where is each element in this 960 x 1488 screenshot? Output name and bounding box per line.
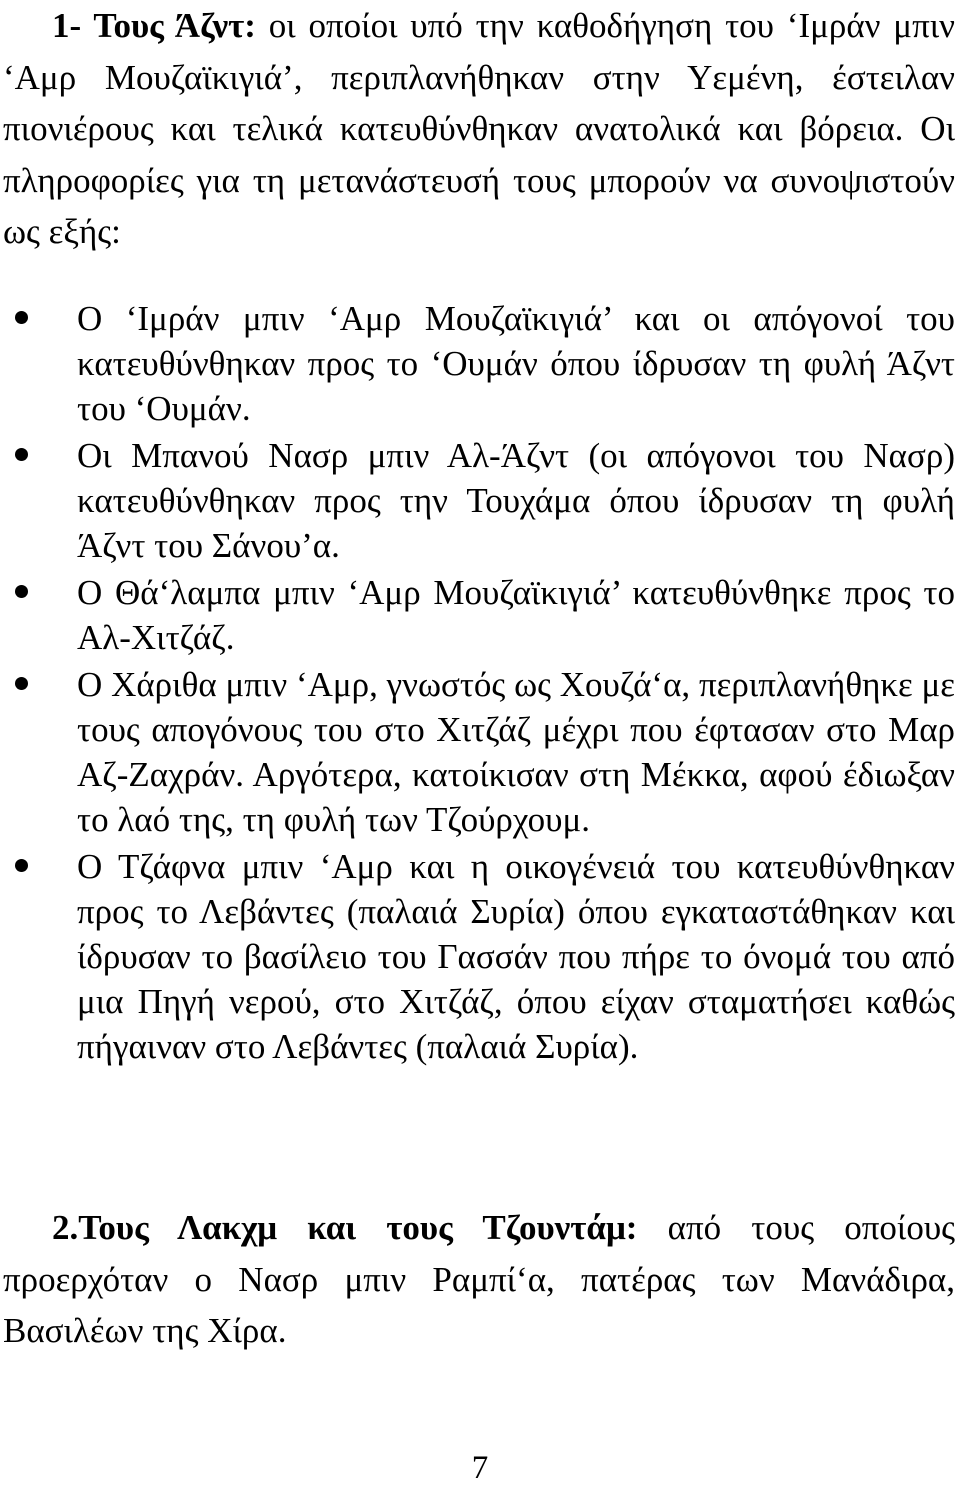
- list-item: [3, 662, 955, 842]
- section-1-text: οι οποίοι υπό την καθοδήγηση του ‘Ιμράν μπιν ‘Αμρ Μουζαϊκιγιά’, περιπλανήθηκαν στην Υεμένη, έστειλαν πιονιέρους και τελικά κατευθύνθηκαν ανατολικά και βόρεια. Οι πληροφορίες για τη μετανάστευσή τους μπορούν να συνοψιστούν ως εξής:: [3, 6, 955, 251]
- list-item: [3, 296, 955, 431]
- section-2-paragraph: [3, 1202, 955, 1357]
- list-item-text: Ο ‘Ιμράν μπιν ‘Αμρ Μουζαϊκιγιά’ και οι απόγονοί του κατευθύνθηκαν προς το ‘Ουμάν όπου ίδρυσαν τη φυλή Άζντ του ‘Ουμάν.: [77, 299, 955, 428]
- list-item: [3, 570, 955, 660]
- bullet-icon: [15, 859, 28, 872]
- bullet-icon: [15, 585, 28, 598]
- section-2-text: από τους οποίους προερχόταν ο Νασρ μπιν Ραμπί‘α, πατέρας των Μανάδιρα, Βασιλέων της Χίρα.: [3, 1208, 956, 1350]
- bullet-icon: [15, 448, 28, 461]
- list-item-text: Οι Μπανού Νασρ μπιν Αλ-Άζντ (οι απόγονοι του Νασρ) κατευθύνθηκαν προς την Τουχάμα όπου ίδρυσαν τη φυλή Άζντ του Σάνου’α.: [77, 436, 955, 565]
- list-item: [3, 433, 955, 568]
- migration-list: [3, 296, 955, 1069]
- list-item-text: Ο Θά‘λαμπα μπιν ‘Αμρ Μουζαϊκιγιά’ κατευθύνθηκε προς το Αλ-Χιτζάζ.: [77, 573, 955, 657]
- page-number: 7: [471, 1450, 489, 1486]
- bullet-icon: [15, 677, 28, 690]
- section-1-paragraph: [3, 0, 955, 258]
- list-item-text: Ο Χάριθα μπιν ‘Αμρ, γνωστός ως Χουζά‘α, περιπλανήθηκε με τους απογόνους του στο Χιτζάζ μέχρι που έφτασαν στο Μαρ Αζ-Ζαχράν. Αργότερα, κατοίκισαν στη Μέκκα, αφού έδιωξαν το λαό της, τη φυλή των Τζούρχουμ.: [77, 665, 955, 839]
- section-2-heading: 2.Τους Λακχμ και τους Τζουντάμ:: [52, 1208, 638, 1247]
- bullet-icon: [15, 311, 28, 324]
- section-1-heading: 1- Τους Άζντ:: [52, 6, 256, 45]
- list-item: [3, 844, 955, 1069]
- list-item-text: Ο Τζάφνα μπιν ‘Αμρ και η οικογένειά του κατευθύνθηκαν προς το Λεβάντες (παλαιά Συρία) όπου εγκαταστάθηκαν και ίδρυσαν το βασίλειο του Γασσάν που πήρε το όνομά του από μια Πηγή νερού, στο Χιτζάζ, όπου είχαν σταματήσει καθώς πήγαιναν στο Λεβάντες (παλαιά Συρία).: [77, 847, 955, 1066]
